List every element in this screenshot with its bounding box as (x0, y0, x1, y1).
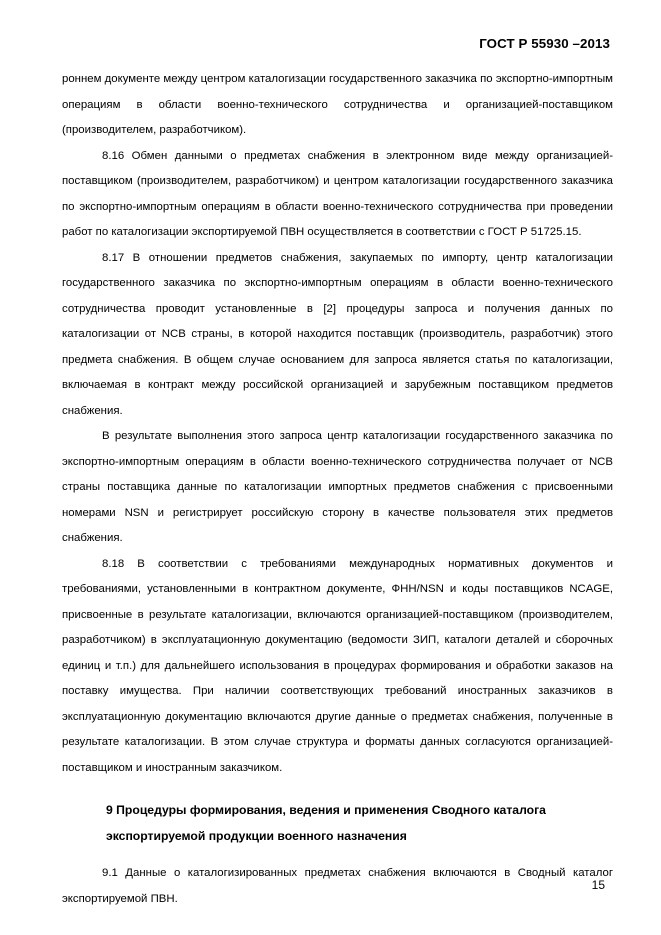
section-9-heading: 9 Процедуры формирования, ведения и применения Сводного каталога экспортируемой продукции военного назначения (106, 803, 546, 843)
document-header: ГОСТ Р 55930 –2013 (479, 36, 610, 51)
paragraph-9-1: 9.1 Данные о каталогизированных предметах снабжения включаются в Сводный каталог экспортируемой ПВН. (62, 867, 613, 905)
paragraph-8-17: 8.17 В отношении предметов снабжения, закупаемых по импорту, центр каталогизации государственного заказчика по экспортно-импортным операциям в области военно-технического сотрудничества проводит установленные в [2] процедуры запроса и получения данных по каталогизации от NCB страны, в которой находится поставщик (производитель, разработчик) этого предмета снабжения. В общем случае основанием для запроса является статья по каталогизации, включаемая в контракт между российской организацией и зарубежным поставщиком предметов снабжения. (62, 251, 613, 417)
document-body (62, 67, 613, 912)
page-number: 15 (591, 878, 605, 892)
paragraph-8-17-result: В результате выполнения этого запроса центр каталогизации государственного заказчика по экспортно-импортным операциям в области военно-технического сотрудничества получает от NCB страны поставщика данные по каталогизации импортных предметов снабжения с присвоенными номерами NSN и регистрирует российскую сторону в качестве пользователя этих предметов снабжения. (62, 430, 613, 544)
paragraph-8-18: 8.18 В соответствии с требованиями международных нормативных документов и требованиями, установленными в контрактном документе, ФНН/NSN и коды поставщиков NCAGE, присвоенные в результате каталогизации, включаются организацией-поставщиком (производителем, разработчиком) в эксплуатационную документацию (ведомости ЗИП, каталоги деталей и сборочных единиц и т.п.) для дальнейшего использования в процедурах формирования и обработки заказов на поставку имущества. При наличии соответствующих требований иностранных заказчиков в эксплуатационную документацию включаются другие данные о предметах снабжения, полученные в результате каталогизации. В этом случае структура и форматы данных согласуются организацией-поставщиком и иностранным заказчиком. (62, 557, 613, 774)
paragraph-continuation: роннем документе между центром каталогизации государственного заказчика по экспортно-импортным операциям в области военно-технического сотрудничества и организацией-поставщиком (производителем, разработчиком). (62, 73, 613, 136)
paragraph-8-16: 8.16 Обмен данными о предметах снабжения в электронном виде между организацией-поставщиком (производителем, разработчиком) и центром каталогизации государственного заказчика по экспортно-импортным операциям в области военно-технического сотрудничества при проведении работ по каталогизации экспортируемой ПВН осуществляется в соответствии с ГОСТ Р 51725.15. (62, 149, 613, 238)
